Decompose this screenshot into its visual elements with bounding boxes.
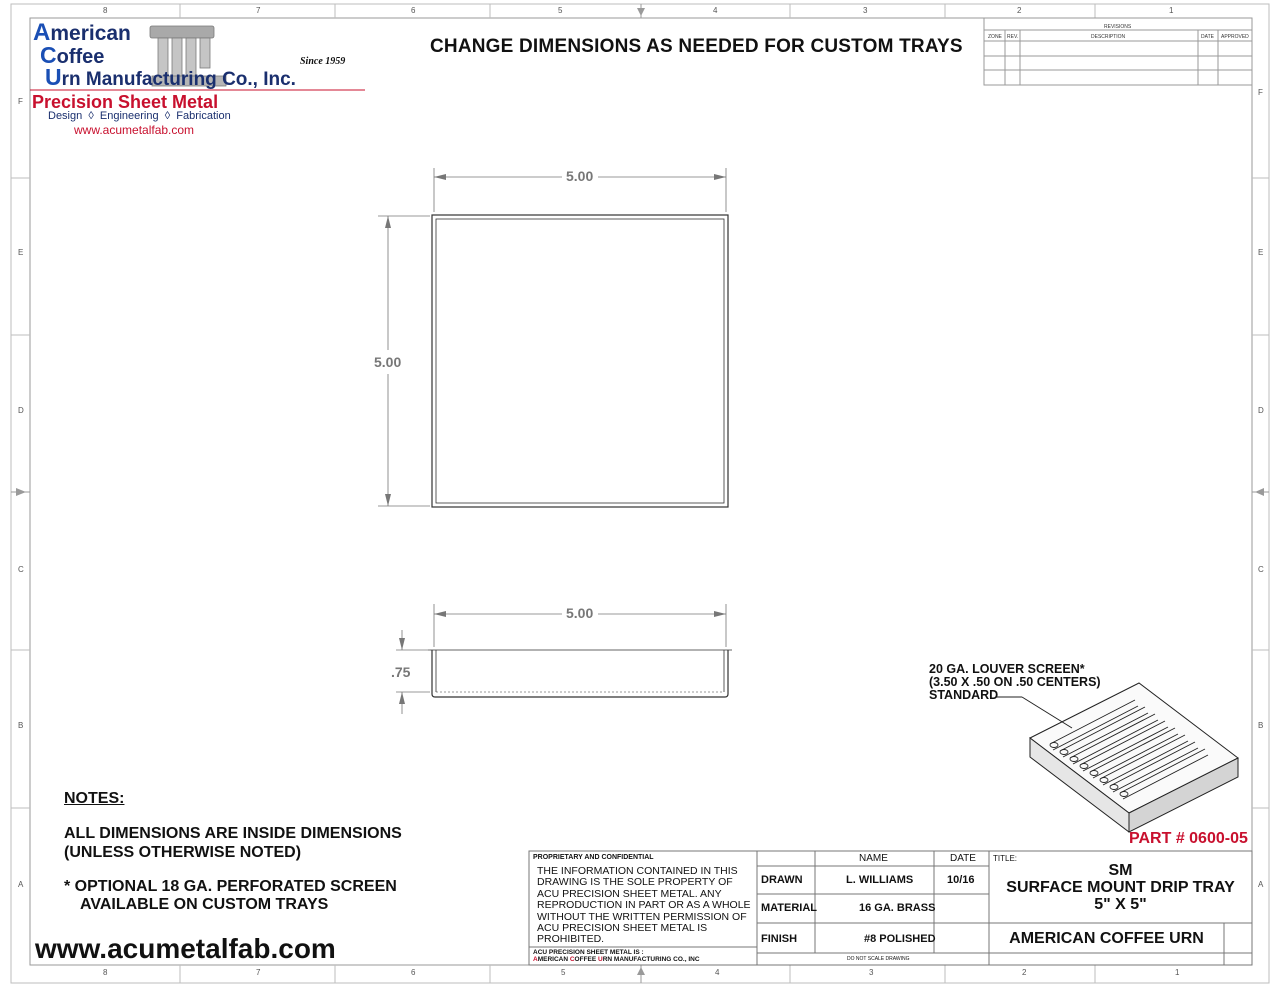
zone-top-3: 3: [863, 6, 868, 15]
zone-bottom-6: 6: [411, 968, 416, 977]
louver-screen-illustration: [996, 683, 1238, 832]
tb-title-label: TITLE:: [993, 854, 1018, 863]
dim-top-height: 5.00: [374, 354, 402, 370]
callout-line3: STANDARD: [929, 688, 999, 702]
tb-drawn-date: 10/16: [947, 874, 975, 886]
side-view: [396, 604, 732, 714]
tb-drawn-name: L. WILLIAMS: [846, 874, 914, 886]
logo-initial-c: C: [40, 42, 57, 68]
zone-top-7: 7: [256, 6, 261, 15]
tb-material-value: 16 GA. BRASS: [859, 902, 936, 914]
tb-company: AMERICAN COFFEE URN: [1009, 930, 1204, 947]
zone-left-d: D: [18, 406, 24, 415]
zone-bottom-7: 7: [256, 968, 261, 977]
acu-line1: ACU PRECISION SHEET METAL IS :: [533, 949, 644, 956]
zone-left-e: E: [18, 248, 24, 257]
proprietary-text: THE INFORMATION CONTAINED IN THIS DRAWING IS THE SOLE PROPERTY OF ACU PRECISION SHEET METAL. ANY REPRODUCTION IN PART OR AS A WHOLE WITHOUT THE WRITTEN PERMISSION OF ACU PRECISION SHEET METAL IS PROHIBITED.: [537, 865, 751, 946]
zone-left-a: A: [18, 880, 24, 889]
notes-line4: AVAILABLE ON CUSTOM TRAYS: [80, 896, 329, 913]
callout-line2: (3.50 X .50 ON .50 CENTERS): [929, 675, 1101, 689]
zone-bottom-8: 8: [103, 968, 108, 977]
zone-top-8: 8: [103, 6, 108, 15]
acu-word-offee: OFFEE: [574, 956, 599, 963]
rev-col-description: DESCRIPTION: [1091, 34, 1126, 40]
rev-col-zone: ZONE: [988, 34, 1002, 40]
zone-left-c: C: [18, 565, 24, 574]
tb-material-label: MATERIAL: [761, 902, 818, 914]
zone-left-f: F: [18, 97, 23, 106]
acu-word-rest: RN MANUFACTURING CO., INC: [602, 956, 700, 963]
zone-bottom-3: 3: [869, 968, 874, 977]
zone-right-f: F: [1258, 88, 1263, 97]
zone-right-e: E: [1258, 248, 1264, 257]
zone-right-a: A: [1258, 880, 1264, 889]
dim-side-width: 5.00: [566, 605, 594, 621]
notes-title: NOTES:: [64, 790, 125, 807]
zone-top-5: 5: [558, 6, 563, 15]
part-number: PART # 0600-05: [1129, 830, 1248, 847]
page-heading: CHANGE DIMENSIONS AS NEEDED FOR CUSTOM TRAYS: [430, 36, 963, 57]
logo-line3: rn Manufacturing Co., Inc.: [61, 69, 296, 90]
logo-tagline: Precision Sheet Metal: [32, 92, 219, 112]
zone-bottom-4: 4: [715, 968, 720, 977]
acu-initial-c: C: [569, 956, 575, 963]
rev-col-approved: APPROVED: [1221, 34, 1249, 40]
zone-bottom-2: 2: [1022, 968, 1027, 977]
tb-finish-label: FINISH: [761, 933, 798, 945]
logo-initial-a: A: [33, 19, 51, 46]
dim-top-width: 5.00: [566, 168, 594, 184]
logo-line2: offee: [56, 46, 105, 68]
zone-right-b: B: [1258, 721, 1264, 730]
logo-initial-u: U: [45, 64, 62, 90]
tb-title: [989, 862, 1252, 913]
zone-right-d: D: [1258, 406, 1264, 415]
top-view: [378, 168, 728, 507]
zone-top-2: 2: [1017, 6, 1022, 15]
zone-bottom-1: 1: [1175, 968, 1180, 977]
louver-callout: [929, 663, 1101, 702]
zone-right-c: C: [1258, 565, 1264, 574]
zone-left-b: B: [18, 721, 24, 730]
tb-title-line2: SURFACE MOUNT DRIP TRAY: [1006, 879, 1235, 896]
zone-top-1: 1: [1169, 6, 1174, 15]
tb-finish-value: #8 POLISHED: [864, 933, 936, 945]
zone-top-6: 6: [411, 6, 416, 15]
tb-title-line3: 5" X 5": [1094, 896, 1147, 913]
tb-drawn-label: DRAWN: [761, 874, 803, 886]
rev-col-date: DATE: [1201, 34, 1214, 40]
acu-line2: [533, 956, 700, 963]
revisions-title: REVISIONS: [1104, 24, 1132, 30]
zone-bottom-5: 5: [561, 968, 566, 977]
logo-url: www.acumetalfab.com: [74, 123, 195, 137]
notes-line1: ALL DIMENSIONS ARE INSIDE DIMENSIONS: [64, 825, 402, 842]
logo-services: Design ◊ Engineering ◊ Fabrication: [48, 110, 231, 122]
zone-top-4: 4: [713, 6, 718, 15]
callout-line1: 20 GA. LOUVER SCREEN*: [929, 662, 1085, 676]
notes-line3: * OPTIONAL 18 GA. PERFORATED SCREEN: [64, 878, 397, 895]
logo-since: Since 1959: [300, 56, 346, 67]
dim-side-height: .75: [391, 664, 411, 680]
notes-line2: (UNLESS OTHERWISE NOTED): [64, 844, 302, 861]
tb-name-header: NAME: [859, 853, 888, 864]
rev-col-rev: REV.: [1007, 34, 1019, 40]
acu-word-merican: MERICAN: [537, 956, 570, 963]
acu-initial-u: U: [598, 956, 603, 963]
tb-date-header: DATE: [950, 853, 976, 864]
tb-do-not-scale: DO NOT SCALE DRAWING: [847, 956, 910, 962]
footer-url: www.acumetalfab.com: [35, 933, 336, 964]
acu-initial-a: A: [533, 956, 538, 963]
logo-line1: merican: [50, 22, 131, 45]
proprietary-title: PROPRIETARY AND CONFIDENTIAL: [533, 854, 654, 861]
tb-title-line1: SM: [1108, 862, 1133, 879]
